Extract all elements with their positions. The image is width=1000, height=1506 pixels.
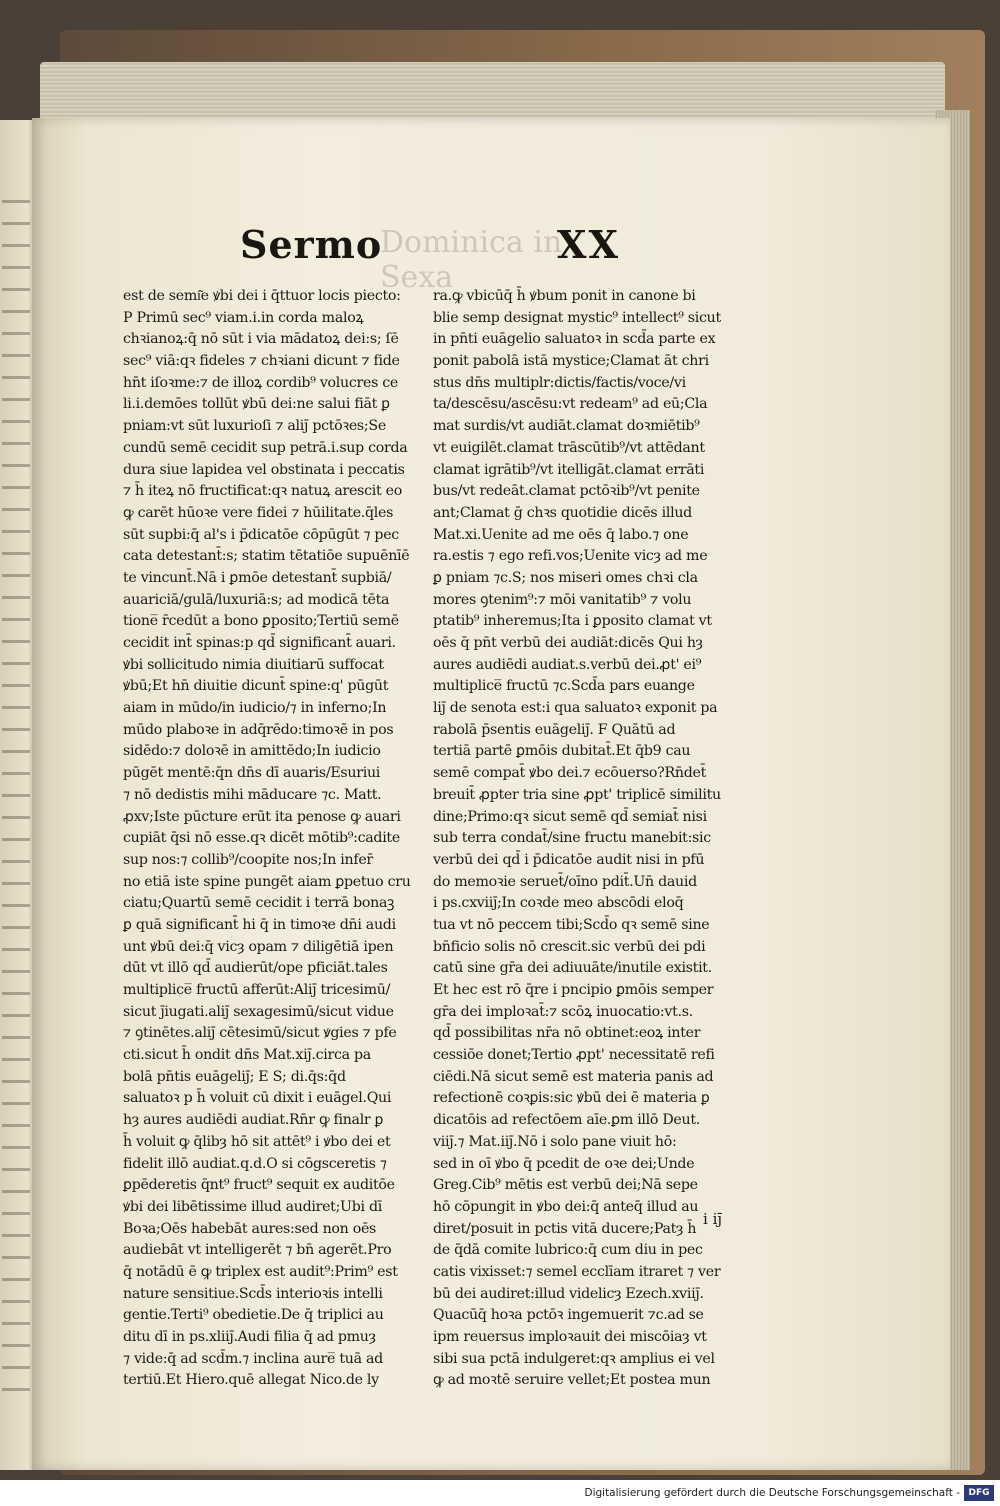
dfg-logo: DFG bbox=[964, 1485, 994, 1501]
text-line: de q̄dā comite lubrico:q̄ cum diu in pec bbox=[433, 1242, 703, 1259]
text-line: aures audiēdi audiat.s.verbū dei.ꝓt' ei⁹ bbox=[433, 656, 702, 673]
text-line: tione̅ r̄cedūt a bono ꝑposito;Tertiū semē bbox=[123, 613, 399, 630]
text-line: dura siue lapidea vel obstinata i peccatis bbox=[123, 461, 405, 478]
text-line: fidelit illō audiat.q.d.O si cōgsceretis ⁊ bbox=[123, 1155, 387, 1172]
text-line: li.i.demōes tollūt ꝟbū dei:ne salui fiāt ꝑ bbox=[123, 396, 390, 413]
text-line: ⁊ vide:q̄ ad scd̄m.⁊ inclina aure̅ tuā ad bbox=[123, 1350, 383, 1367]
text-line: ciatu;Quartū semē cecidit i terrā bonaꝫ bbox=[123, 895, 395, 912]
footer-credit: Digitalisierung gefördert durch die Deutsche Forschungsgemeinschaft - bbox=[584, 1487, 960, 1499]
text-line: Boꝛa;Oēs habebāt aures:sed non oēs bbox=[123, 1220, 377, 1237]
text-line: ꝙ ad moꝛtē seruire vellet;Et postea mun bbox=[433, 1372, 711, 1389]
text-line: sicut ȷ̄iugati.aliȷ̄ sexagesimū/sicut vidue bbox=[123, 1003, 394, 1020]
text-line: rabolā p̄sentis euāgeliȷ̄. F Quātū ad bbox=[433, 721, 676, 738]
text-line: ꝑpēderetis q̄nt⁹ fruct⁹ sequit ex auditōe bbox=[123, 1177, 395, 1194]
text-line: sec⁹ viā:qꝛ fideles ⁊ chꝛiani dicunt ⁊ fide bbox=[123, 353, 400, 370]
header-number: XX bbox=[557, 222, 620, 267]
signature-mark: i iȷ̄ bbox=[703, 1210, 723, 1228]
text-line: ⁊ nō dedistis mihi māducare ⁊c. Matt. bbox=[123, 786, 382, 803]
text-line: Quacūq̄ hoꝛa pctōꝛ ingemuerit ⁊c.ad se bbox=[433, 1307, 704, 1324]
text-line: cata detestant̄:s; statim tētatiōe supuēnīē bbox=[123, 548, 410, 565]
text-line: Mat.xi.Uenite ad me oēs q̄ labo.⁊ one bbox=[433, 526, 689, 543]
text-line: qd̄ possibilitas nr̄a nō obtinet:eoꝝ inter bbox=[433, 1025, 701, 1042]
text-line: verbū dei qd̄ i p̄dicatōe audit nisi in pfū bbox=[433, 851, 705, 868]
text-line: liȷ̄ de senota est:i qua saluatoꝛ exponit pa bbox=[433, 700, 718, 717]
text-line: viiȷ̄.⁊ Mat.iiȷ̄.Nō i solo pane viuit hō: bbox=[433, 1133, 677, 1150]
text-line: ipm reuersus imploꝛauit dei miscōiaȝ vt bbox=[433, 1329, 707, 1345]
text-line: bn̄ficio solis nō crescit.sic verbū dei pdi bbox=[433, 938, 706, 955]
text-line: ant;Clamat ḡ chꝛs quotidie dicēs illud bbox=[433, 504, 692, 521]
text-line: tertiā partē ꝑmōis dubitat̄.Et q̄b9 cau bbox=[433, 743, 691, 760]
text-line: ꝟbū;Et hn̄ diuitie dicunt̄ spine:q' pūgūt bbox=[123, 678, 389, 695]
text-line: catis vixisset:⁊ semel ecclīam itraret ⁊ ver bbox=[433, 1263, 721, 1280]
text-line: i ps.cxviiȷ̄;In coꝛde meo abscōdi eloq̄ bbox=[433, 895, 684, 912]
text-line: ponit pabolā istā mystice;Clamat āt chri bbox=[433, 353, 709, 370]
text-line: bus/vt redeāt.clamat pctōꝛib⁹/vt penite bbox=[433, 483, 700, 500]
text-line: te vincunt̄.Nā i ꝑmōe detestant̄ supbiā/ bbox=[123, 569, 392, 586]
text-line: vt euigilēt.clamat trāscūtib⁹/vt attēdant bbox=[433, 439, 705, 456]
text-line: do memoꝛie seruet̄/oīno pdit̄.Un̄ dauid bbox=[433, 873, 697, 890]
text-line: h̄ voluit ꝙ q̄libȝ hō sit attēt⁹ i ꝟbo dei et bbox=[123, 1133, 391, 1150]
text-line: cecidit int̄ spinas:p qd̄ significant̄ auari. bbox=[123, 635, 396, 651]
text-line: sidēdo:⁊ doloꝛē in amittēdo;In iudicio bbox=[123, 743, 381, 760]
text-line: ⁊ ꝯtinētes.aliȷ̄ cētesimū/sicut ꝟgies ⁊ pfe bbox=[123, 1025, 397, 1042]
text-line: q̄ notādū ē ꝙ triplex est audit⁹:Prim⁹ est bbox=[123, 1263, 398, 1280]
text-line: nature sensitiue.Scd̄s interioꝛis intelli bbox=[123, 1285, 383, 1302]
text-line: cundū semē cecidit sup petrā.i.sup corda bbox=[123, 439, 408, 456]
text-line: gentie.Terti⁹ obedietie.De q̄ triplici au bbox=[123, 1307, 384, 1324]
previous-page-text bbox=[2, 200, 30, 1400]
text-line: Greg.Cib⁹ mētis est verbū dei;Nā sepe bbox=[433, 1177, 698, 1194]
text-line: diret/posuit in pctis vitā ducere;Patȝ h̄ bbox=[433, 1220, 697, 1237]
text-line: saluatoꝛ p h̄ voluit cū dixit i euāgel.Qui bbox=[123, 1090, 392, 1107]
text-line: refectionē coꝛꝑis:sic ꝟbū dei ē materia ꝑ bbox=[433, 1090, 710, 1107]
text-line: ꝟbi dei libētissime illud audiret;Ubi dī bbox=[123, 1198, 382, 1215]
text-line: ꝓxv;Iste pūcture erūt ita penose ꝙ auari bbox=[123, 808, 401, 825]
text-line: breuit̄ ꝓpter tria sine ꝓpt' triplicē similitu bbox=[433, 786, 721, 803]
text-line: P Primū sec⁹ viam.i.in corda maloꝝ bbox=[123, 309, 364, 326]
text-line: tua vt nō peccem tibi;Scd̄o qꝛ semē sine bbox=[433, 916, 710, 933]
text-line: sibi sua pctā indulgeret:qꝛ amplius ei vel bbox=[433, 1350, 715, 1367]
text-line: dūt vt illō qd̄ audierūt/ope pficiāt.tales bbox=[123, 960, 388, 977]
text-line: ra.estis ⁊ ego refi.vos;Uenite vicȝ ad me bbox=[433, 548, 708, 565]
text-line: ⁊ h̄ iteꝝ nō fructificat:qꝛ natuꝝ arescit eo bbox=[123, 483, 402, 500]
text-line: dicatōis ad refectōem aīe.ꝑm illō Deut. bbox=[433, 1112, 700, 1129]
footer-bar bbox=[0, 1480, 1000, 1506]
text-line: ta/descēsu/ascēsu:vt redeam⁹ ad eū;Cla bbox=[433, 396, 708, 413]
text-line: hȝ aures audiēdi audiat.Rn̄r ꝙ finalr ꝑ bbox=[123, 1112, 384, 1129]
text-line: tertiū.Et Hiero.quē allegat Nico.de ly bbox=[123, 1372, 379, 1389]
text-line: sed in oī ꝟbo q̄ pcedit de oꝛe dei;Unde bbox=[433, 1155, 695, 1172]
text-line: bū dei audiret:illud videlicȝ Ezech.xviiȷ̄. bbox=[433, 1285, 704, 1302]
header-title: Sermo bbox=[240, 222, 383, 267]
text-line: gr̄a dei imploꝛat̄:⁊ scōꝝ inuocatio:vt.s. bbox=[433, 1003, 693, 1020]
running-header bbox=[240, 222, 620, 295]
text-line: cupiāt q̄si nō esse.qꝛ dicēt mōtib⁹:cadite bbox=[123, 830, 400, 847]
text-line: stus dn̄s multiplr:dictis/factis/voce/vi bbox=[433, 374, 686, 391]
text-line: catū sine gr̄a dei adiuuāte/inutile existit. bbox=[433, 960, 712, 977]
text-line: aiam in mūdo/in iudicio/⁊ in inferno;In bbox=[123, 700, 387, 717]
text-line: ꝙ carēt hūoꝛe vere fidei ⁊ hūilitate.q̄les bbox=[123, 504, 394, 521]
text-line: Et hec est rō q̄re i pncipio ꝑmōis semper bbox=[433, 982, 714, 998]
text-line: pūgēt mentē:q̄n dn̄s dī auaris/Esuriui bbox=[123, 765, 381, 782]
text-line: hō cōpungit in ꝟbo dei:q̄ anteq̄ illud au bbox=[433, 1198, 699, 1215]
text-line: no etiā iste spine pungēt aiam ꝑpetuo cru bbox=[123, 873, 411, 890]
text-line: pniam:vt sūt luxurioſi ⁊ aliȷ̄ pctōꝛes;Se bbox=[123, 418, 386, 435]
text-line: sub terra condat̄/sine fructu manebit:sic bbox=[433, 830, 711, 847]
text-line: ra.ꝙ vbicūq̄ h̄ ꝟbum ponit in canone bi bbox=[433, 288, 696, 304]
text-line: bolā pn̄tis euāgeliȷ̄; E S; di.q̄s:q̄d bbox=[123, 1068, 346, 1085]
text-line: oēs q̄ pn̄t verbū dei audiāt:dicēs Qui hȝ bbox=[433, 635, 703, 651]
text-line: mūdo plaboꝛe in adq̄rēdo:timoꝛē in pos bbox=[123, 721, 394, 738]
text-line: ꝟbi sollicitudo nimia diuitiarū suffocat bbox=[123, 656, 384, 673]
text-line: unt ꝟbū dei:q̄ vicȝ opam ⁊ diligētiā ipen bbox=[123, 938, 394, 955]
text-column-right bbox=[433, 286, 755, 1389]
text-line: ꝑ pniam ⁊c.S; nos miseri omes chꝛi cla bbox=[433, 569, 698, 586]
text-line: est de semi͂e ꝟbi dei i q̄ttuor locis piecto: bbox=[123, 288, 401, 304]
text-line: chꝛianoꝝ:q̄ nō sūt i via mādatoꝝ dei:s; ſē bbox=[123, 331, 399, 348]
text-line: cti.sicut h̄ ondit dn̄s Mat.xiȷ̄.circa pa bbox=[123, 1047, 371, 1064]
text-line: multiplice̅ fructū ⁊c.Scd̄a pars euange bbox=[433, 678, 695, 695]
text-line: blie semp designat mystic⁹ intellect⁹ sicut bbox=[433, 309, 721, 326]
text-line: cessiōe donet;Tertio ꝓpt' necessitatē refi bbox=[433, 1047, 715, 1064]
text-line: ptatib⁹ inheremus;Ita i ꝑposito clamat vt bbox=[433, 613, 712, 630]
text-line: clamat igrātib⁹/vt itelligāt.clamat errāti bbox=[433, 461, 705, 478]
text-line: mores ꝯtenim⁹:⁊ mōi vanitatib⁹ ⁊ volu bbox=[433, 591, 692, 608]
text-line: ꝑ quā significant̄ hi q̄ in timoꝛe dn̄i audi bbox=[123, 916, 396, 933]
text-line: multiplice̅ fructū afferūt:Aliȷ̄ tricesimū/ bbox=[123, 982, 391, 998]
text-line: auariciā/gulā/luxuriā:s; ad modicā tēta bbox=[123, 591, 390, 608]
text-line: dine;Primo:qꝛ sicut semē qd̄ semiat̄ nisi bbox=[433, 808, 707, 825]
text-line: sup nos:⁊ collib⁹/coopite nos;In infer̄ bbox=[123, 851, 373, 868]
text-line: mat surdis/vt audiāt.clamat doꝛmiētib⁹ bbox=[433, 418, 700, 435]
text-line: audiebāt vt intelligerēt ⁊ bn̄ agerēt.Pro bbox=[123, 1242, 392, 1259]
text-line: sūt supbi:q̄ al's i p̄dicatōe cōpūgūt ⁊ pec bbox=[123, 526, 399, 543]
text-column-left bbox=[123, 286, 445, 1389]
text-line: hn̄t iſoꝛme:⁊ de illoꝝ cordib⁹ volucres ce bbox=[123, 374, 399, 391]
text-line: ciēdi.Nā sicut semē est materia panis ad bbox=[433, 1068, 714, 1085]
bleed-through-text: Dominica in Sexa bbox=[380, 225, 563, 295]
text-line: in pn̄ti euāgelio saluatoꝛ in scd̄a parte ex bbox=[433, 331, 716, 348]
text-line: ditu dī in ps.xliiȷ̄.Audi filia q̄ ad pmuȝ bbox=[123, 1329, 376, 1345]
text-line: semē compat̄ ꝟbo dei.⁊ ecōuerso?Rn̄det̄ bbox=[433, 765, 706, 782]
